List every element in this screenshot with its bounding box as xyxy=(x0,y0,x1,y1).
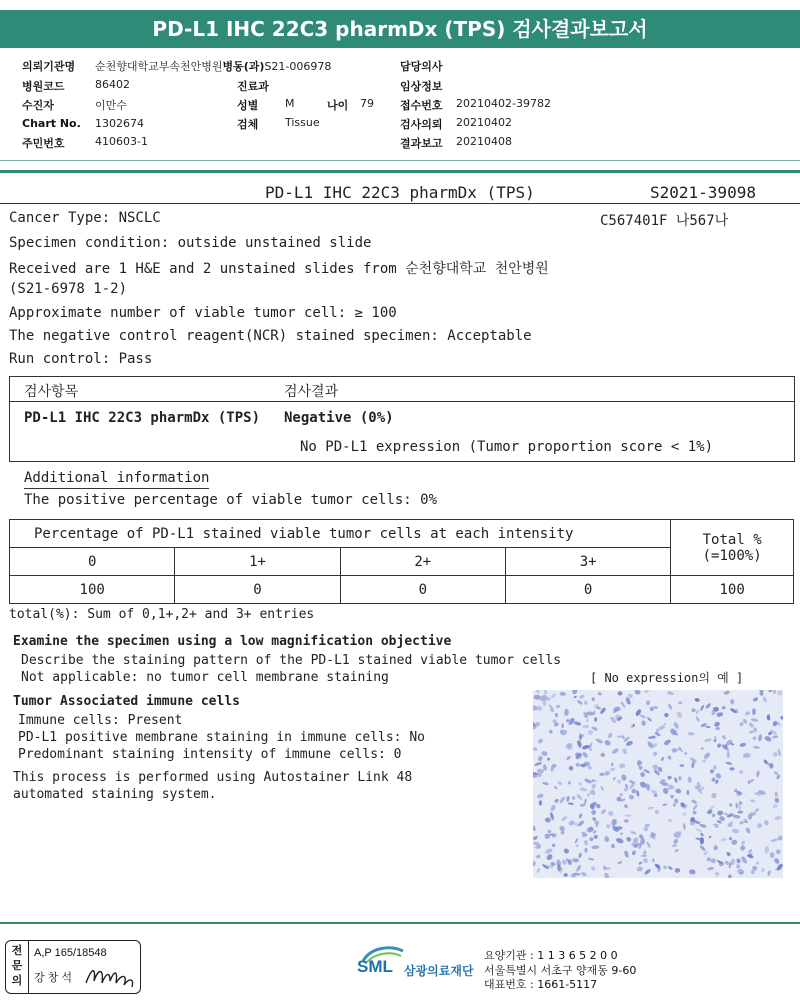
request-date-label: 검사의뢰 xyxy=(400,118,443,131)
result-value: Negative (0%) xyxy=(284,410,394,426)
intensity-level: 0 xyxy=(10,548,175,576)
report-line: (S21-6978 1-2) xyxy=(9,281,128,297)
clinical-info-label: 임상정보 xyxy=(400,80,443,93)
intensity-value: 100 xyxy=(10,576,175,604)
additional-text: The positive percentage of viable tumor cells: 0% xyxy=(24,492,438,508)
intensity-total-value: 100 xyxy=(671,576,794,604)
result-table xyxy=(9,376,795,462)
hospital-label: 의뢰기관명 xyxy=(22,60,76,73)
org-address: 서울특별시 서초구 양재동 9-60 xyxy=(484,964,637,977)
immune-line: Immune cells: Present xyxy=(18,713,183,728)
signature-stamp xyxy=(5,940,141,994)
doctor-name: 강 창 석 xyxy=(34,972,72,984)
intensity-value: 0 xyxy=(340,576,505,604)
org-phone: 대표번호 : 1661-5117 xyxy=(484,978,598,991)
patient-name: 이만수 xyxy=(95,99,127,112)
request-date-value: 20210402 xyxy=(456,116,512,129)
foundation-name: 삼광의료재단 xyxy=(404,964,474,978)
examine-line: Describe the staining pattern of the PD-L1 stained viable tumor cells xyxy=(21,653,562,668)
hospital-name: 순천향대학교부속천안병원 xyxy=(95,60,223,73)
process-line: automated staining system. xyxy=(13,787,217,802)
doctor-signature-icon xyxy=(84,963,136,989)
ward-value: S21-006978 xyxy=(264,60,332,73)
intensity-level: 1+ xyxy=(175,548,340,576)
stamp-divider xyxy=(28,941,29,993)
receipt-no-label: 접수번호 xyxy=(400,99,443,112)
case-number: S2021-39098 xyxy=(650,183,756,202)
total-label: Total % xyxy=(702,531,762,548)
doctor-license: A,P 165/18548 xyxy=(34,947,107,959)
image-caption: [ No expression의 예 ] xyxy=(590,671,744,685)
chart-no-label: Chart No. xyxy=(22,117,81,130)
test-name-underline xyxy=(0,203,800,204)
total-header xyxy=(671,520,794,576)
report-line: Specimen condition: outside unstained slide xyxy=(9,235,372,251)
additional-heading: Additional information xyxy=(24,470,210,486)
department-label: 진료과 xyxy=(237,80,269,93)
header-divider xyxy=(0,170,800,173)
specimen-label: 검체 xyxy=(237,118,259,131)
specialist-label: 전문의 xyxy=(11,944,23,987)
cell-nucleus xyxy=(775,791,778,797)
receipt-no-value: 20210402-39782 xyxy=(456,97,551,110)
sml-logo xyxy=(357,945,487,987)
resident-no-label: 주민번호 xyxy=(22,137,65,150)
doctor-label: 담당의사 xyxy=(400,60,443,73)
result-col-result-header: 검사결과 xyxy=(284,384,339,400)
patient-label: 수진자 xyxy=(22,99,54,112)
sex-value: M xyxy=(285,97,295,110)
report-date-value: 20210408 xyxy=(456,135,512,148)
age-label: 나이 xyxy=(327,99,349,112)
age-value: 79 xyxy=(360,97,374,110)
intensity-table-header: Percentage of PD-L1 stained viable tumor cells at each intensity xyxy=(10,520,671,548)
ward-label: 병동(과) xyxy=(222,60,265,73)
chart-no-value: 1302674 xyxy=(95,117,144,130)
total-note: total(%): Sum of 0,1+,2+ and 3+ entries xyxy=(9,607,315,622)
result-note: No PD-L1 expression (Tumor proportion score < 1%) xyxy=(300,439,714,455)
tissue-micrograph-image xyxy=(533,690,783,878)
result-header-divider xyxy=(10,401,794,402)
report-line: Cancer Type: NSCLC xyxy=(9,210,161,226)
report-line: Approximate number of viable tumor cell: ≥ 100 xyxy=(9,305,397,321)
test-name-heading: PD-L1 IHC 22C3 pharmDx (TPS) xyxy=(265,183,535,202)
header-divider-thin xyxy=(0,160,800,161)
cell-nucleus xyxy=(777,690,782,695)
report-line: Received are 1 H&E and 2 unstained slides from 순천향대학교 천안병원 xyxy=(9,261,549,277)
hospital-code-value: 86402 xyxy=(95,78,130,91)
report-line: Run control: Pass xyxy=(9,351,153,367)
report-title: PD-L1 IHC 22C3 pharmDx (TPS) 검사결과보고서 xyxy=(0,10,800,48)
sex-label: 성별 xyxy=(237,99,259,112)
examine-line: Not applicable: no tumor cell membrane staining xyxy=(21,670,389,685)
intensity-table xyxy=(9,519,794,604)
resident-no-value: 410603-1 xyxy=(95,135,148,148)
cell-nucleus xyxy=(752,708,756,715)
immune-line: PD-L1 positive membrane staining in immune cells: No xyxy=(18,730,425,745)
result-item: PD-L1 IHC 22C3 pharmDx (TPS) xyxy=(24,410,261,426)
hospital-code-label: 병원코드 xyxy=(22,80,65,93)
specimen-codes: C567401F 나567나 xyxy=(600,213,729,229)
immune-heading: Tumor Associated immune cells xyxy=(13,694,240,709)
header-info xyxy=(22,58,782,153)
immune-line: Predominant staining intensity of immune cells: 0 xyxy=(18,747,402,762)
report-line: The negative control reagent(NCR) stained specimen: Acceptable xyxy=(9,328,532,344)
sml-logo-text: SML xyxy=(357,957,393,976)
intensity-value: 0 xyxy=(505,576,670,604)
intensity-level: 3+ xyxy=(505,548,670,576)
footer-divider xyxy=(0,922,800,924)
tissue-micrograph xyxy=(533,690,783,878)
intensity-value: 0 xyxy=(175,576,340,604)
org-code: 요양기관 : 1 1 3 6 5 2 0 0 xyxy=(484,949,618,962)
additional-heading-underline xyxy=(24,488,209,489)
result-col-item-header: 검사항목 xyxy=(24,384,79,400)
process-line: This process is performed using Autostainer Link 48 xyxy=(13,770,413,785)
report-date-label: 결과보고 xyxy=(400,137,443,150)
examine-heading: Examine the specimen using a low magnification objective xyxy=(13,634,452,649)
specimen-value: Tissue xyxy=(285,116,320,129)
total-sub-label: (=100%) xyxy=(702,547,762,564)
intensity-level: 2+ xyxy=(340,548,505,576)
